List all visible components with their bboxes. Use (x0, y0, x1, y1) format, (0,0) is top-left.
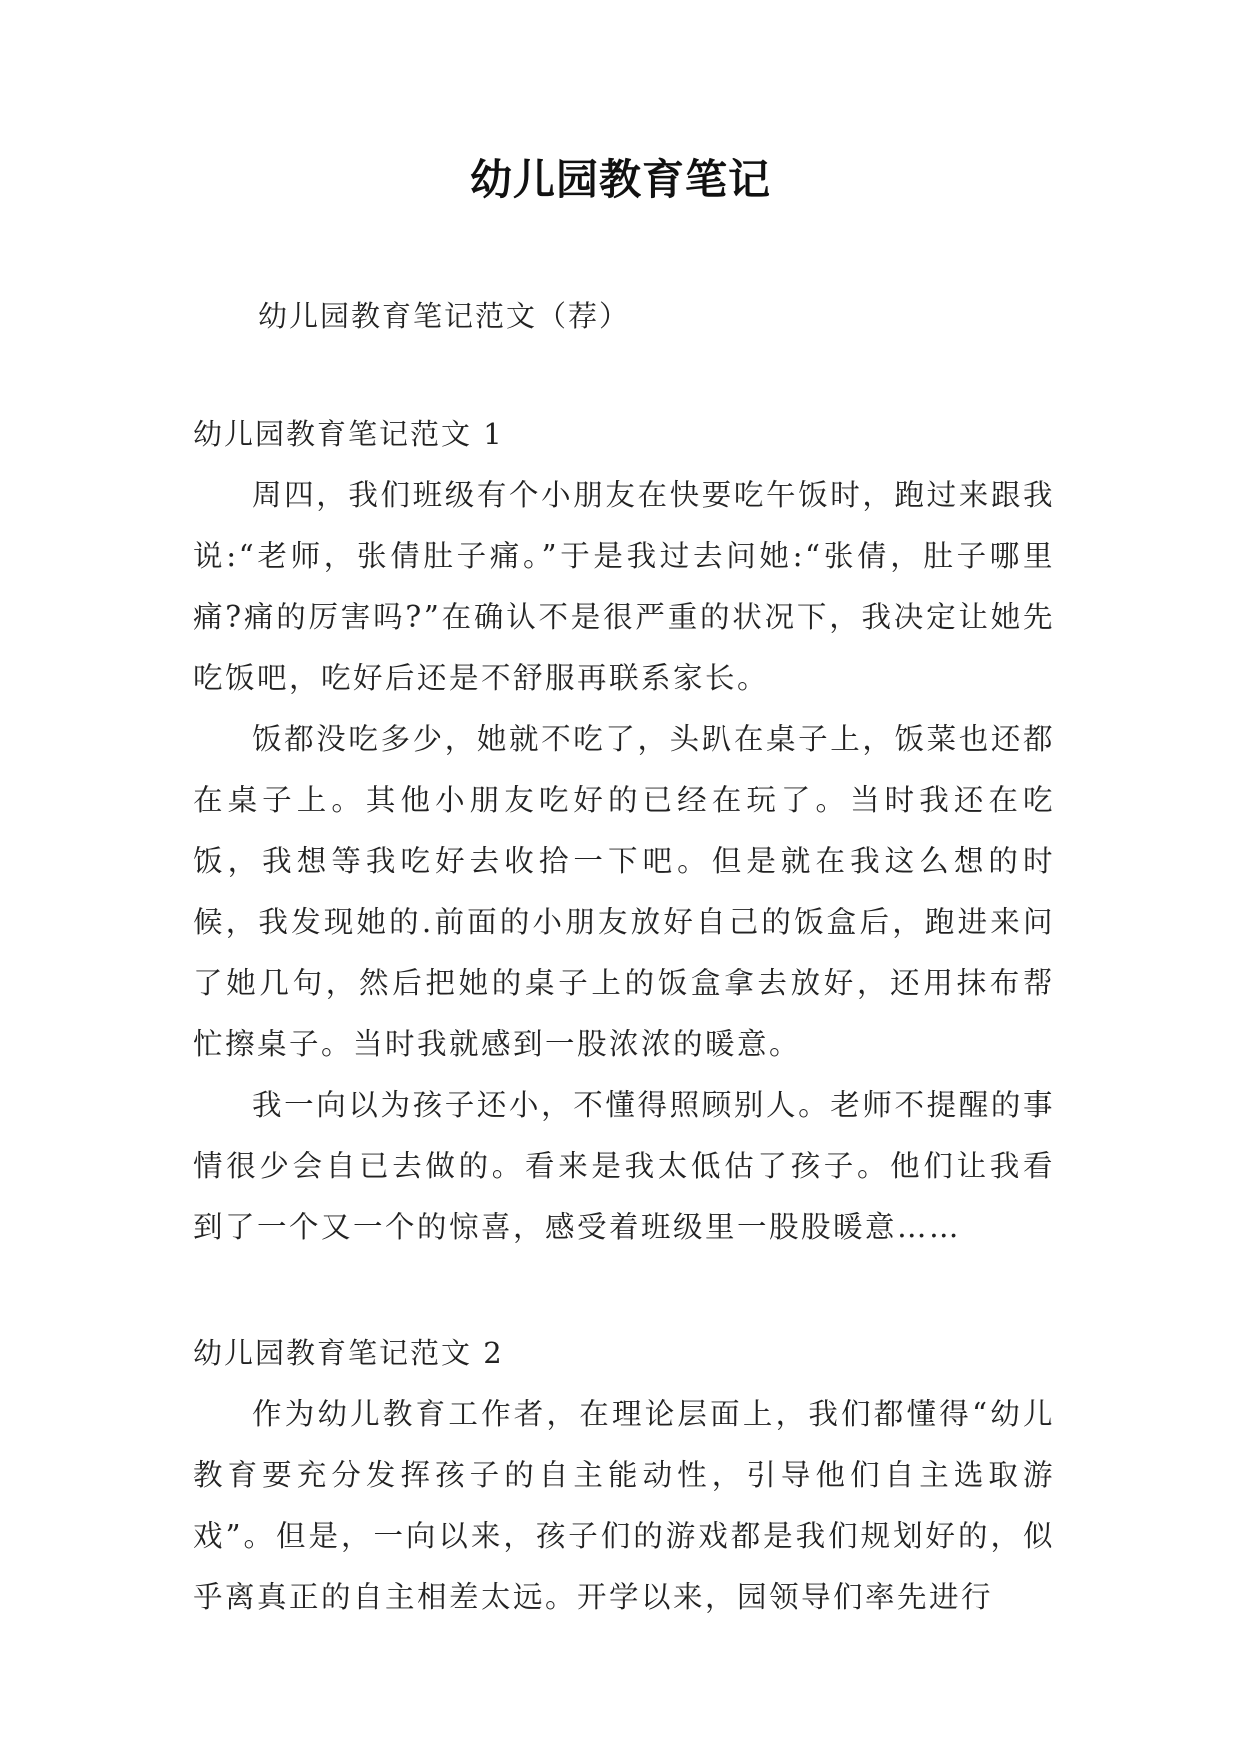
section-heading: 幼儿园教育笔记范文 1 (193, 417, 504, 451)
document-subtitle: 幼儿园教育笔记范文（荐） (258, 299, 631, 333)
section-spacer (193, 1258, 1055, 1323)
section-heading: 幼儿园教育笔记范文 2 (193, 1336, 504, 1370)
document-body (193, 404, 1055, 1628)
paragraph: 作为幼儿教育工作者，在理论层面上，我们都懂得“幼儿教育要充分发挥孩子的自主能动性，引导他们自主选取游戏”。但是，一向以来，孩子们的游戏都是我们规划好的，似乎离真正的自主相差太远。开学以来，园领导们率先进行 (193, 1397, 1055, 1614)
document-title: 幼儿园教育笔记 (469, 155, 771, 204)
section-2 (193, 1323, 1055, 1628)
paragraph: 我一向以为孩子还小，不懂得照顾别人。老师不提醒的事情很少会自已去做的。看来是我太低估了孩子。他们让我看到了一个又一个的惊喜，感受着班级里一股股暖意…… (193, 1088, 1055, 1244)
paragraph: 饭都没吃多少，她就不吃了，头趴在桌子上，饭菜也还都在桌子上。其他小朋友吃好的已经在玩了。当时我还在吃饭，我想等我吃好去收拾一下吧。但是就在我这么想的时候，我发现她的.前面的小朋友放好自己的饭盒后，跑进来问了她几句，然后把她的桌子上的饭盒拿去放好，还用抹布帮忙擦桌子。当时我就感到一股浓浓的暖意。 (193, 722, 1055, 1061)
section-1 (193, 404, 1055, 1258)
paragraph: 周四，我们班级有个小朋友在快要吃午饭时，跑过来跟我说:“老师，张倩肚子痛。”于是我过去问她:“张倩，肚子哪里痛?痛的厉害吗?”在确认不是很严重的状况下，我决定让她先吃饭吧，吃好后还是不舒服再联系家长。 (193, 478, 1055, 695)
